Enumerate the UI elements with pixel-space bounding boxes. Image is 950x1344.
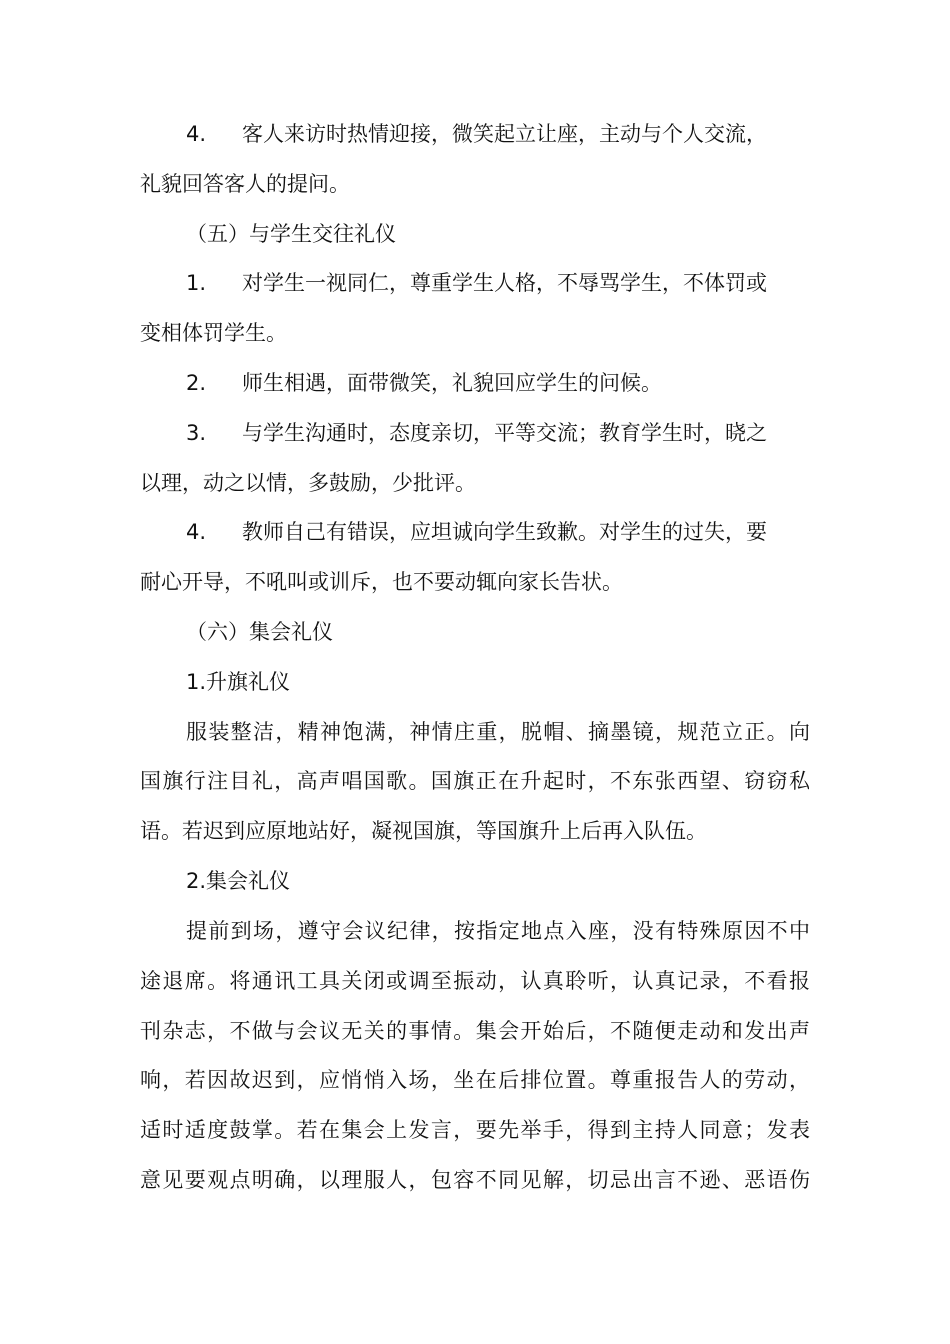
item-text: 师生相遇，面带微笑，礼貌回应学生的问候。: [242, 371, 662, 395]
body-text-line: 途退席。将通讯工具关闭或调至振动，认真聆听，认真记录，不看报: [140, 969, 810, 993]
item-continuation: 变相体罚学生。: [140, 321, 287, 345]
item-text: 对学生一视同仁，尊重学生人格，不辱骂学生，不体罚或: [242, 271, 767, 295]
item-text: 教师自己有错误，应坦诚向学生致歉。对学生的过失，要: [242, 520, 767, 544]
subsection-heading: 1.升旗礼仪: [186, 670, 291, 694]
section-heading: （六）集会礼仪: [186, 620, 333, 644]
body-text-line: 刊杂志，不做与会议无关的事情。集会开始后，不随便走动和发出声: [140, 1019, 810, 1043]
numbered-item-line: [186, 418, 767, 448]
numbered-item-line: [186, 268, 767, 298]
item-number: 4.: [186, 520, 207, 544]
numbered-item-line: [186, 517, 767, 547]
body-text-line: 语。若迟到应原地站好，凝视国旗，等国旗升上后再入队伍。: [140, 819, 707, 843]
body-text-line: 服装整洁，精神饱满，神情庄重，脱帽、摘墨镜，规范立正。向: [186, 720, 810, 744]
item-continuation: 礼貌回答客人的提问。: [140, 172, 350, 196]
item-continuation: 耐心开导，不吼叫或训斥，也不要动辄向家长告状。: [140, 570, 623, 594]
body-text-line: 响，若因故迟到，应悄悄入场，坐在后排位置。尊重报告人的劳动，: [140, 1068, 810, 1092]
item-number: 2.: [186, 371, 207, 395]
section-heading: （五）与学生交往礼仪: [186, 222, 396, 246]
item-text: 客人来访时热情迎接，微笑起立让座，主动与个人交流，: [242, 122, 767, 146]
numbered-item-line: [186, 368, 662, 398]
body-text-line: 提前到场，遵守会议纪律，按指定地点入座，没有特殊原因不中: [186, 919, 810, 943]
item-text: 与学生沟通时，态度亲切，平等交流；教育学生时，晓之: [242, 421, 767, 445]
body-text-line: 适时适度鼓掌。若在集会上发言，要先举手，得到主持人同意；发表: [140, 1118, 810, 1142]
numbered-item-line: [186, 119, 767, 149]
item-number: 3.: [186, 421, 207, 445]
item-number: 1.: [186, 271, 207, 295]
body-text-line: 国旗行注目礼，高声唱国歌。国旗正在升起时，不东张西望、窃窃私: [140, 769, 810, 793]
item-number: 4.: [186, 122, 207, 146]
subsection-heading: 2.集会礼仪: [186, 869, 291, 893]
item-continuation: 以理，动之以情，多鼓励，少批评。: [140, 471, 476, 495]
body-text-line: 意见要观点明确，以理服人，包容不同见解，切忌出言不逊、恶语伤: [140, 1168, 810, 1192]
